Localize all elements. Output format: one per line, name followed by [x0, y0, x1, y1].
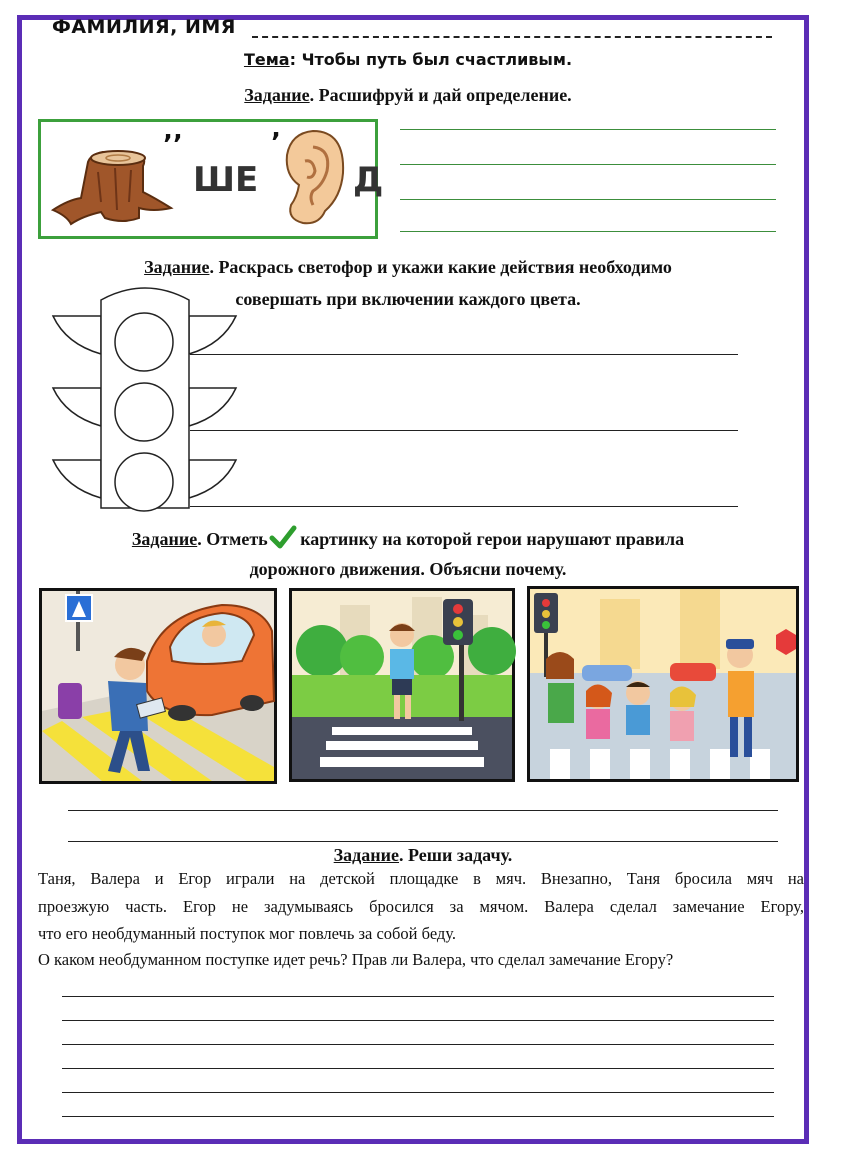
answer-line[interactable]	[68, 841, 778, 842]
task4-text: . Реши задачу.	[399, 845, 513, 865]
task3-text-2: дорожного движения. Объясни почему.	[249, 559, 567, 579]
name-answer-line[interactable]	[252, 36, 772, 38]
boy-at-crosswalk-illustration	[292, 591, 512, 779]
answer-line[interactable]	[400, 164, 776, 165]
rebus-quote-2: ’	[271, 128, 281, 158]
rebus-box	[38, 119, 384, 239]
task1-heading	[0, 85, 816, 106]
task2-text-2: совершать при включении каждого цвета.	[235, 289, 581, 309]
topic-text: : Чтобы путь был счастливым.	[289, 50, 573, 69]
ear-icon	[273, 125, 353, 235]
picture-boy-with-phone[interactable]	[39, 588, 277, 784]
topic-label: Тема	[243, 50, 290, 69]
task2-label: Задание	[144, 257, 210, 277]
task3-label: Задание	[131, 529, 198, 549]
answer-line[interactable]	[62, 1116, 774, 1117]
check-icon	[270, 526, 296, 548]
problem-line-2: проезжую часть. Егор не задумываясь бросился за мячом. Валера сделал замечание Егору,	[38, 897, 804, 916]
task4-heading	[0, 845, 846, 866]
topic-line	[0, 50, 816, 69]
answer-line[interactable]	[190, 430, 738, 431]
answer-line[interactable]	[62, 1044, 774, 1045]
task4-label: Задание	[333, 845, 400, 865]
task1-label: Задание	[244, 85, 310, 105]
problem-line-1: Таня, Валера и Егор играли на детской площадке в мяч. Внезапно, Таня бросила мяч на	[38, 869, 804, 888]
boy-with-phone-illustration	[42, 591, 274, 781]
picture-kids-with-policeman[interactable]	[527, 586, 799, 782]
answer-line[interactable]	[400, 129, 776, 130]
answer-line[interactable]	[62, 1068, 774, 1069]
answer-line[interactable]	[62, 996, 774, 997]
answer-line[interactable]	[400, 199, 776, 200]
task3-heading	[0, 524, 816, 584]
rebus-syllable: ШЕ	[193, 160, 259, 200]
answer-line[interactable]	[68, 810, 778, 811]
name-label: ФАМИЛИЯ, ИМЯ	[52, 16, 236, 38]
answer-line[interactable]	[62, 1020, 774, 1021]
stump-icon	[43, 132, 173, 232]
rebus-letter: Д	[353, 160, 384, 200]
kids-with-policeman-illustration	[530, 589, 796, 779]
rebus-quote-1: ’’	[163, 130, 183, 160]
task3-text-before: . Отметь	[197, 529, 268, 549]
traffic-light-drawing	[46, 280, 246, 520]
task1-text: . Расшифруй и дай определение.	[309, 85, 572, 105]
picture-boy-at-crosswalk[interactable]	[289, 588, 515, 782]
answer-line[interactable]	[190, 354, 738, 355]
problem-line-3: что его необдуманный поступок мог повлечь за собой беду.	[38, 924, 457, 943]
problem-question: О каком необдуманном поступке идет речь? Прав ли Валера, что сделал замечание Егору?	[38, 950, 674, 969]
answer-line[interactable]	[400, 231, 776, 232]
task2-text-1: . Раскрась светофор и укажи какие действия необходимо	[209, 257, 672, 277]
answer-line[interactable]	[62, 1092, 774, 1093]
task3-text-after: картинку на которой герои нарушают правила	[295, 529, 685, 549]
answer-line[interactable]	[190, 506, 738, 507]
